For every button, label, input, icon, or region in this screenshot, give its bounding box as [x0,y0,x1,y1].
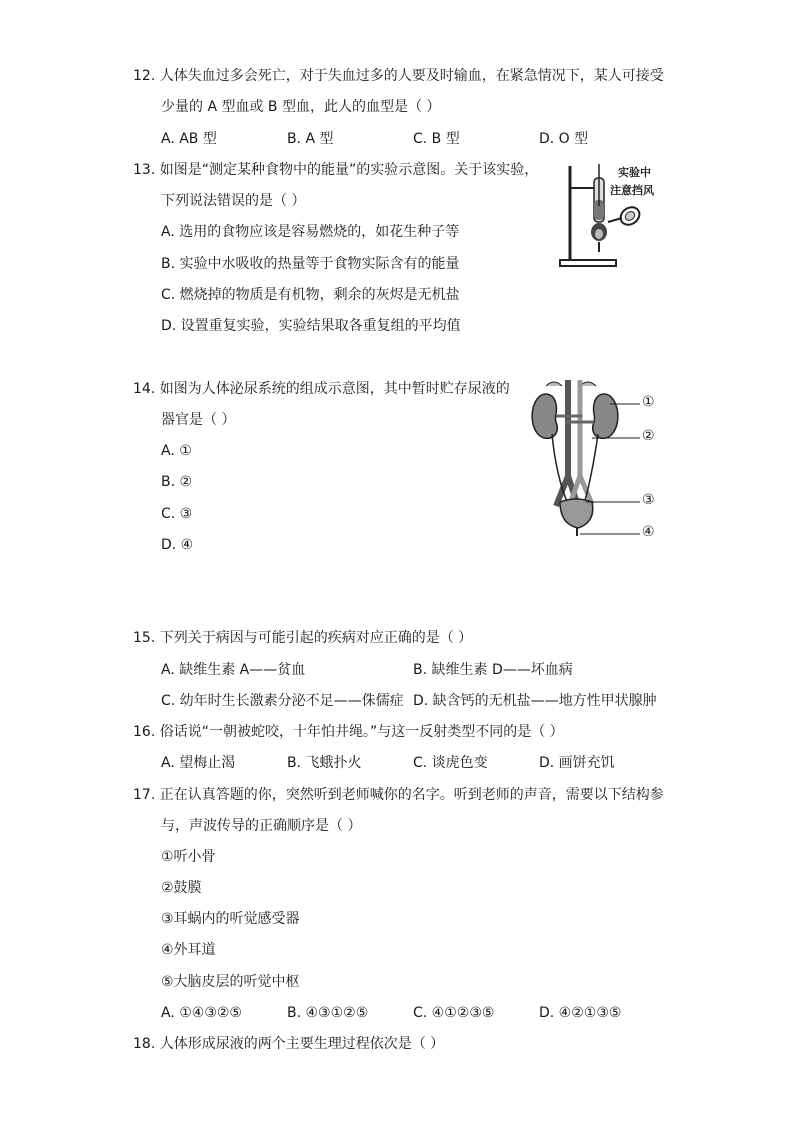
q16-option-d: D. 画饼充饥 [539,755,615,771]
q15-option-c: C. 幼年时生长激素分泌不足——侏儒症 [161,693,404,709]
q12-option-c: C. B 型 [413,131,460,147]
q14-option-a: A. ① [161,443,192,459]
q17-item-2: ②鼓膜 [161,880,202,896]
q14-option-b: B. ② [161,474,193,490]
q14-option-d: D. ④ [161,537,194,553]
q12-stem-line2: 少量的 A 型血或 B 型血，此人的血型是（ ） [161,99,441,115]
q16-option-c: C. 谈虎色变 [413,755,488,771]
q17-stem-line2: 与，声波传导的正确顺序是（ ） [161,818,362,834]
q13-option-d: D. 设置重复实验，实验结果取各重复组的平均值 [161,318,461,334]
q14-label-1: ① [642,394,655,410]
q17-option-c: C. ④①②③⑤ [413,1005,495,1021]
q17-option-b: B. ④③①②⑤ [287,1005,369,1021]
q12-option-d: D. O 型 [539,131,589,147]
q14-label-3: ③ [642,492,655,508]
q17-option-a: A. ①④③②⑤ [161,1005,242,1021]
q17-item-5: ⑤大脑皮层的听觉中枢 [161,974,300,990]
q17-item-3: ③耳蜗内的听觉感受器 [161,911,300,927]
q12-stem-line1: 12. 人体失血过多会死亡，对于失血过多的人要及时输血，在紧急情况下，某人可接受 [133,68,664,84]
q16-option-a: A. 望梅止渴 [161,755,236,771]
q15-option-b: B. 缺维生素 D——坏血病 [413,662,573,678]
q17-item-4: ④外耳道 [161,942,216,958]
q13-stem-line1: 13. 如图是“测定某种食物中的能量”的实验示意图。关于该实验， [133,162,539,178]
q13-option-c: C. 燃烧掉的物质是有机物，剩余的灰烬是无机盐 [161,287,460,303]
q13-option-a: A. 选用的食物应该是容易燃烧的，如花生种子等 [161,224,460,240]
q14-figure-urinary-system [526,376,666,544]
q13-figure-apparatus [556,160,666,272]
q15-option-a: A. 缺维生素 A——贫血 [161,662,306,678]
q17-stem-line1: 17. 正在认真答题的你，突然听到老师喊你的名字。听到老师的声音，需要以下结构参 [133,787,664,803]
q15-stem-line1: 15. 下列关于病因与可能引起的疾病对应正确的是（ ） [133,630,473,646]
q14-stem-line1: 14. 如图为人体泌尿系统的组成示意图，其中暂时贮存尿液的 [133,381,510,397]
q14-label-2: ② [642,428,655,444]
q12-option-a: A. AB 型 [161,131,217,147]
q14-stem-line2: 器官是（ ） [161,412,236,428]
q18-stem-line1: 18. 人体形成尿液的两个主要生理过程依次是（ ） [133,1036,445,1052]
q14-label-4: ④ [642,524,655,540]
q13-option-b: B. 实验中水吸收的热量等于食物实际含有的能量 [161,256,460,272]
q13-figure-label-line1: 实验中 [618,166,651,179]
q12-option-b: B. A 型 [287,131,334,147]
q16-option-b: B. 飞蛾扑火 [287,755,362,771]
q17-option-d: D. ④②①③⑤ [539,1005,622,1021]
q13-figure-label-line2: 注意挡风 [610,184,654,197]
q14-option-c: C. ③ [161,506,193,522]
q16-stem-line1: 16. 俗话说“一朝被蛇咬，十年怕井绳。”与这一反射类型不同的是（ ） [133,724,564,740]
q13-stem-line2: 下列说法错误的是（ ） [161,193,306,209]
q15-option-d: D. 缺含钙的无机盐——地方性甲状腺肿 [413,693,657,709]
q17-item-1: ①听小骨 [161,849,216,865]
